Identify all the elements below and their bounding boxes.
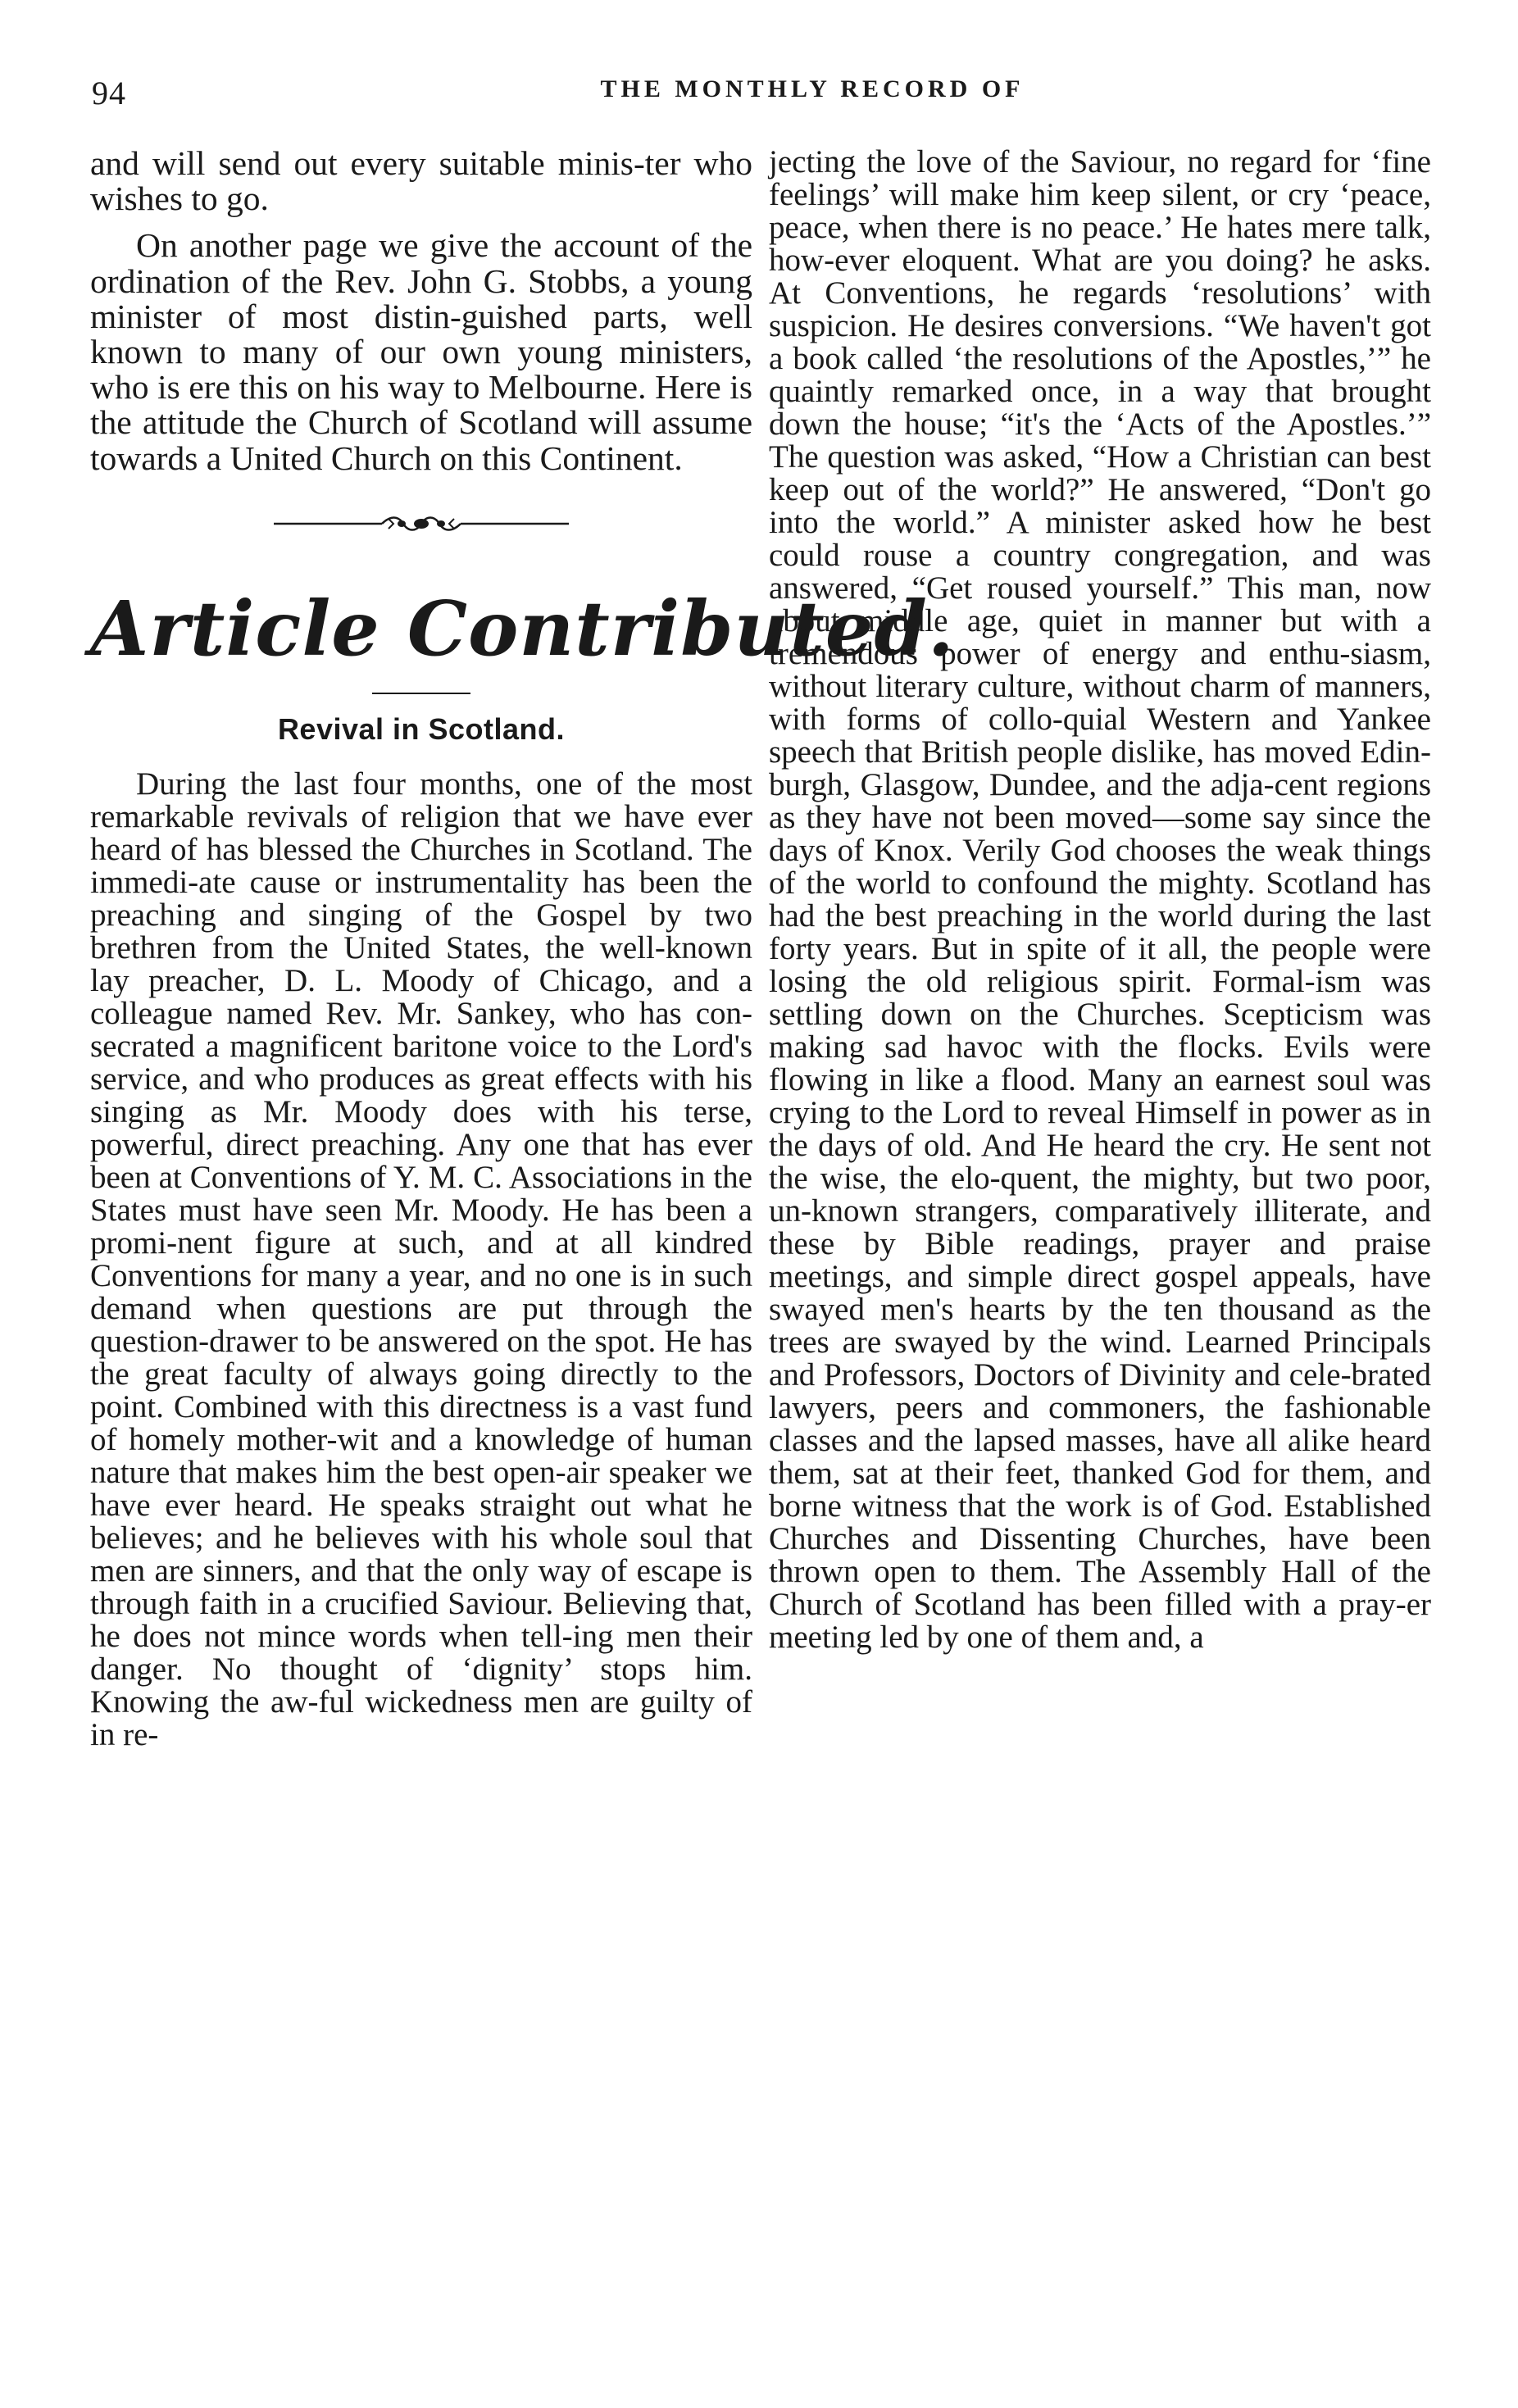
article-title: Revival in Scotland.	[277, 711, 566, 746]
ornamental-divider-icon	[274, 512, 569, 535]
left-column	[90, 144, 955, 1752]
right-column	[769, 146, 1431, 1654]
running-title: THE MONTHLY RECORD OF	[600, 75, 1025, 102]
section-heading: Article Contributed.	[90, 584, 955, 673]
paragraph-revival-continued: jecting the love of the Saviour, no regard for ‘fine feelings’ will make him keep silent, or cry ‘peace, peace, when there is no peace.’ He hates mere talk, how-ever eloquent. What are you doing? he asks. At Conventions, he regards ‘resolutions’ with suspicion. He desires conversions. “We haven't got a book called ‘the resolutions of the Apostles,’” he quaintly remarked once, in a way that brought down the house; “it's the ‘Acts of the Apostles.’” The question was asked, “How a Christian can best keep out of the world?” He answered, “Don't go into the world.” A minister asked how he best could rouse a country congregation, and was answered, “Get roused yourself.” This man, now about middle age, quiet in manner but with a tremendous power of energy and enthu-siasm, without literary culture, without charm of manners, with forms of collo-quial Western and Yankee speech that British people dislike, has moved Edin-burgh, Glasgow, Dundee, and the adja-cent regions as they have not been moved—some say since the days of Knox. Verily God chooses the weak things of the world to confound the mighty. Scotland has had the best preaching in the world during the last forty years. But in spite of it all, the people were losing the old religious spirit. Formal-ism was settling down on the Churches. Scepticism was making sad havoc with the flocks. Evils were flowing in like a flood. Many an earnest soul was crying to the Lord to reveal Himself in power as in the days of old. And He heard the cry. He sent not the wise, the elo-quent, the mighty, but two poor, un-known strangers, comparatively illiterate, and these by Bible readings, prayer and praise meetings, and simple direct gospel appeals, have swayed men's hearts by the ten thousand as the trees are swayed by the wind. Learned Principals and Professors, Doctors of Divinity and cele-brated lawyers, peers and commoners, the fashionable classes and the lapsed masses, have all alike heard them, sat at their feet, thanked God for them, and borne witness that the work is of God. Established Churches and Dissenting Churches, have been thrown open to them. The Assembly Hall of the Church of Scotland has been filled with a pray-er meeting led by one of them and, a	[769, 144, 1431, 1655]
paragraph-continued: and will send out every suitable minis-ter who wishes to go.	[90, 144, 752, 218]
page-number: 94	[92, 75, 126, 111]
heading-rule	[372, 693, 470, 694]
paragraph-ordination: On another page we give the account of the ordination of the Rev. John G. Stobbs, a young minister of most distin-guished parts, well known to many of our own young ministers, who is ere this on his way to Melbourne. Here is the attitude the Church of Scotland will assume towards a United Church on this Continent.	[90, 226, 752, 477]
paragraph-revival: During the last four months, one of the most remarkable revivals of religion that we have ever heard of has blessed the Churches in Scotland. The immedi-ate cause or instrumentality has been the preaching and singing of the Gospel by two brethren from the United States, the well-known lay preacher, D. L. Moody of Chicago, and a colleague named Rev. Mr. Sankey, who has con-secrated a magnificent baritone voice to the Lord's service, and who produces as great effects with his singing as Mr. Moody does with his terse, powerful, direct preaching. Any one that has ever been at Conventions of Y. M. C. Associations in the States must have seen Mr. Moody. He has been a promi-nent figure at such, and at all kindred Conventions for many a year, and no one is in such demand when questions are put through the question-drawer to be answered on the spot. He has the great faculty of always going directly to the point. Combined with this directness is a vast fund of homely mother-wit and a knowledge of human nature that makes him the best open-air speaker we have ever heard. He speaks straight out what he believes; and he believes with his whole soul that men are sinners, and that the only way of escape is through faith in a crucified Saviour. Believing that, he does not mince words when tell-ing men their danger. No thought of ‘dignity’ stops him. Knowing the aw-ful wickedness men are guilty of in re-	[90, 766, 752, 1752]
